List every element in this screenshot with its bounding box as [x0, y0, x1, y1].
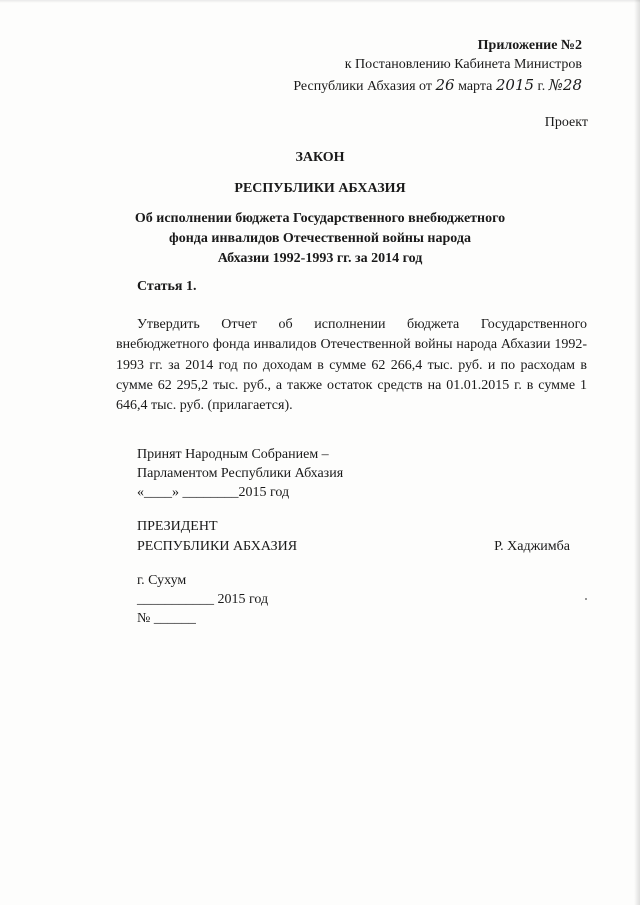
article-title: Статья 1.	[137, 279, 197, 294]
scan-edge-right	[634, 0, 640, 905]
project-label: Проект	[544, 115, 588, 130]
republic-title: РЕСПУБЛИКИ АБХАЗИЯ	[234, 181, 406, 196]
annex-date-line	[293, 75, 582, 97]
annex-month: марта	[454, 79, 496, 94]
adopted-line-1: Принят Народным Собранием –	[137, 447, 329, 462]
subject-line-1: Об исполнении бюджета Государственного внебюджетного	[134, 211, 506, 226]
scan-speck	[585, 598, 587, 600]
annex-suffix: г.	[534, 79, 549, 94]
law-title: ЗАКОН	[295, 150, 345, 165]
number-line: № ______	[137, 611, 196, 626]
city-line: г. Сухум	[137, 573, 187, 588]
annex-reference: к Постановлению Кабинета Министров	[344, 57, 582, 72]
adopted-line-2: Парламентом Республики Абхазия	[137, 466, 344, 481]
handwritten-number: №28	[548, 76, 582, 94]
president-title: ПРЕЗИДЕНТ	[137, 519, 218, 534]
law-subject	[0, 209, 640, 269]
scan-edge-top	[0, 0, 640, 3]
handwritten-day: 26	[435, 76, 455, 94]
adopted-date-line: «____» ________2015 год	[137, 485, 290, 500]
annex-prefix: Республики Абхазия от	[293, 79, 436, 94]
article-body: Утвердить Отчет об исполнении бюджета Государственного внебюджетного фонда инвалидов Отечественной войны народа Абхазии 1992-1993 гг. за 2014 год по доходам в сумме 62 266,4 тыс. руб. и по расходам в сумме 62 295,2 тыс. руб., а также остаток средств на 01.01.2015 г. в сумме 1 646,4 тыс. руб. (прилагается).	[116, 317, 587, 414]
president-republic: РЕСПУБЛИКИ АБХАЗИЯ	[137, 539, 298, 554]
date-line: ___________ 2015 год	[137, 592, 269, 607]
subject-line-3: Абхазии 1992-1993 гг. за 2014 год	[217, 251, 423, 266]
annex-title: Приложение №2	[477, 38, 582, 53]
handwritten-year: 2015	[495, 76, 535, 94]
president-name: Р. Хаджимба	[494, 539, 570, 554]
subject-line-2: фонда инвалидов Отечественной войны народа	[169, 231, 471, 246]
